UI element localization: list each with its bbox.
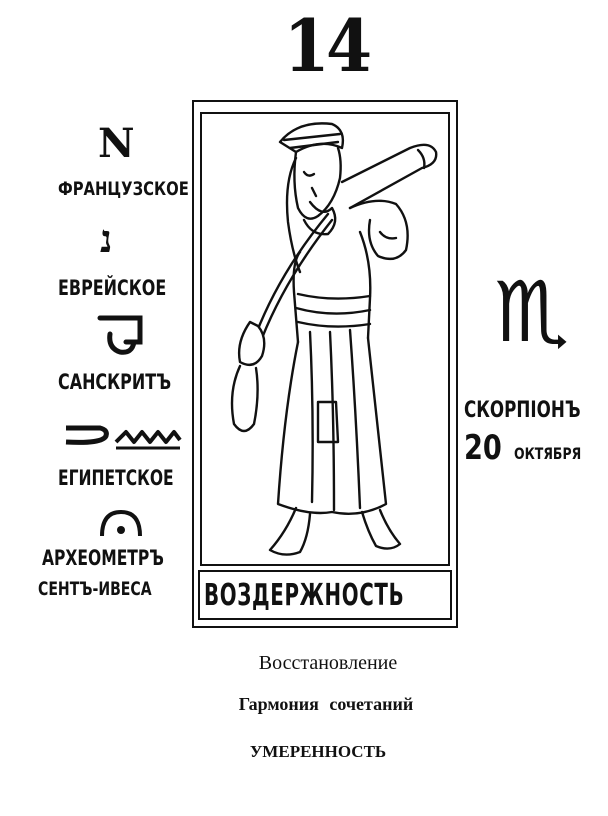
egyptian-glyph-icon [60,418,184,454]
zodiac-name: СКОРПІОНЪ [464,398,581,423]
caption-restoration: Восстановление [258,652,398,674]
temperance-figure-illustration [200,112,450,566]
egyptian-label: ЕГИПЕТСКОЕ [58,466,174,490]
french-letter: N [98,120,135,167]
sanskrit-label: САНСКРИТЪ [58,370,172,394]
hebrew-letter: נ [100,216,113,261]
card-number: 14 [283,3,369,88]
french-label: ФРАНЦУЗСКОЕ [58,178,189,200]
caption-harmony: Гармония сочетаний [238,694,414,714]
caption-moderation: УМЕРЕННОСТЬ [249,742,387,761]
archeometer-label-line1: АРХЕОМЕТРЪ [42,546,164,570]
hebrew-label: ЕВРЕЙСКОЕ [58,276,167,300]
sanskrit-glyph-icon [96,312,146,358]
zodiac-date-month: ОКТЯБРЯ [514,444,582,463]
zodiac-date-number: 20 [464,428,502,468]
archeometer-glyph-icon [98,508,144,540]
card-title: ВОЗДЕРЖНОСТЬ [204,578,405,613]
archeometer-label-line2: СЕНТЪ-ИВЕСА [38,578,152,600]
scorpio-symbol: ♏ [494,263,570,361]
